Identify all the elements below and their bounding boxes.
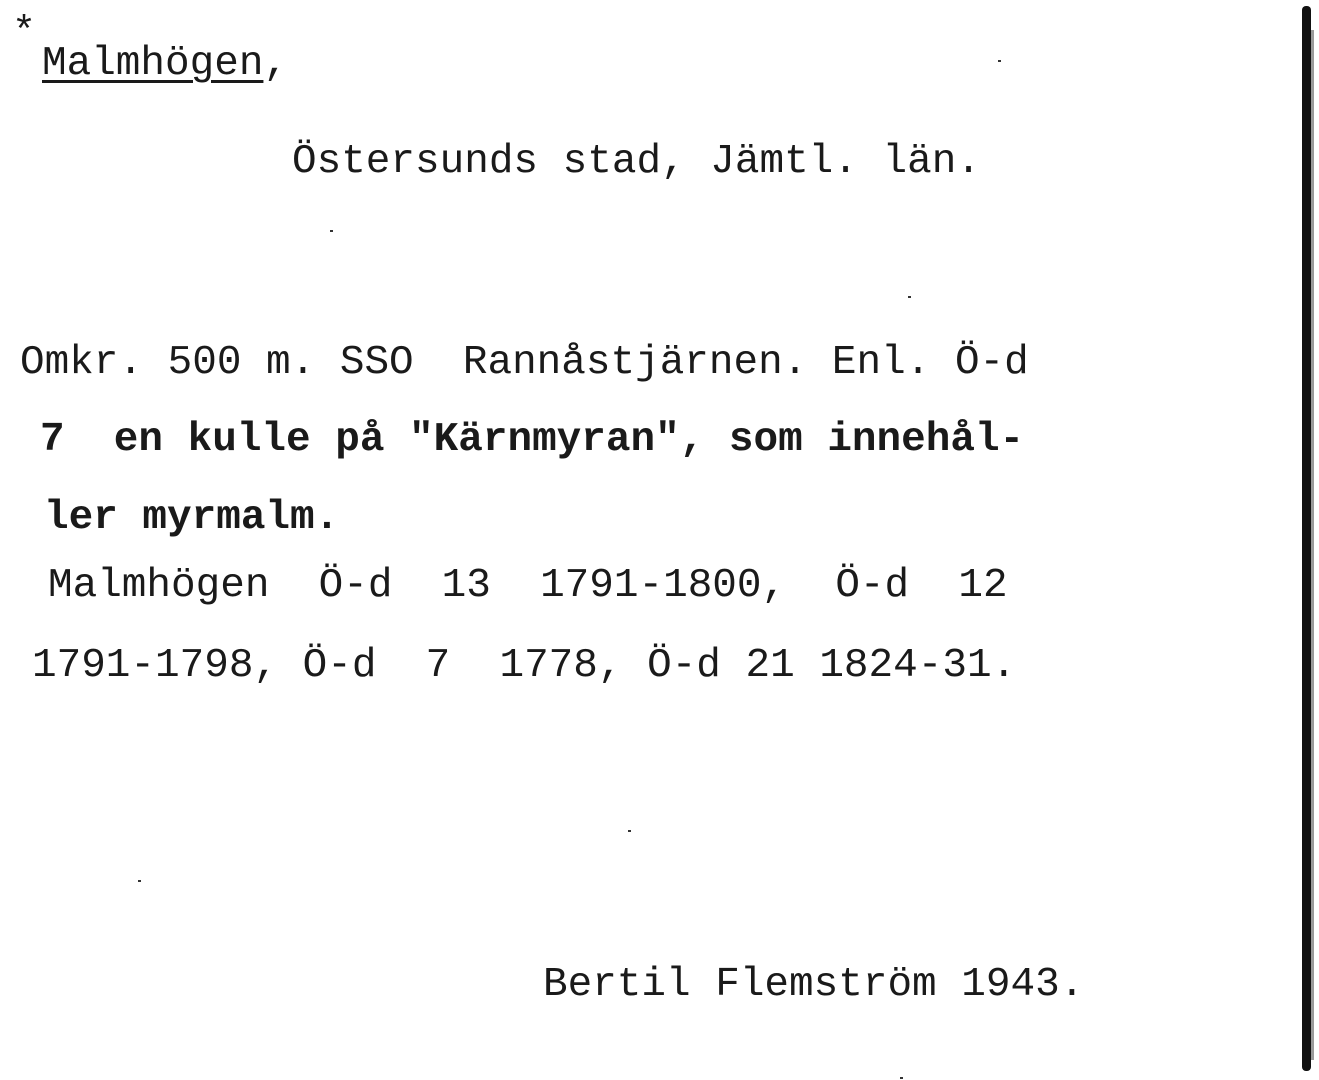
scan-speck (900, 1077, 903, 1079)
card-title (42, 41, 289, 87)
place-name: Malmhögen (42, 41, 264, 87)
scan-speck (908, 296, 911, 298)
scan-speck (330, 230, 333, 232)
description-line-2: 7 en kulle på "Kärnmyran", som innehål- (40, 417, 1025, 463)
card-edge-shadow (1311, 30, 1314, 1060)
signature-line: Bertil Flemström 1943. (543, 962, 1085, 1008)
reference-line-1: Malmhögen Ö-d 13 1791-1800, Ö-d 12 (48, 563, 1008, 609)
scan-speck (628, 830, 631, 832)
asterisk-mark: * (12, 11, 37, 56)
title-comma: , (263, 41, 289, 87)
description-line-1: Omkr. 500 m. SSO Rannåstjärnen. Enl. Ö-d (20, 340, 1029, 386)
card-right-edge (1302, 6, 1311, 1071)
scan-speck (998, 60, 1001, 62)
scan-speck (138, 880, 141, 882)
description-line-3: ler myrmalm. (44, 495, 340, 541)
location-line: Östersunds stad, Jämtl. län. (292, 139, 981, 185)
reference-line-2: 1791-1798, Ö-d 7 1778, Ö-d 21 1824-31. (32, 643, 1017, 689)
